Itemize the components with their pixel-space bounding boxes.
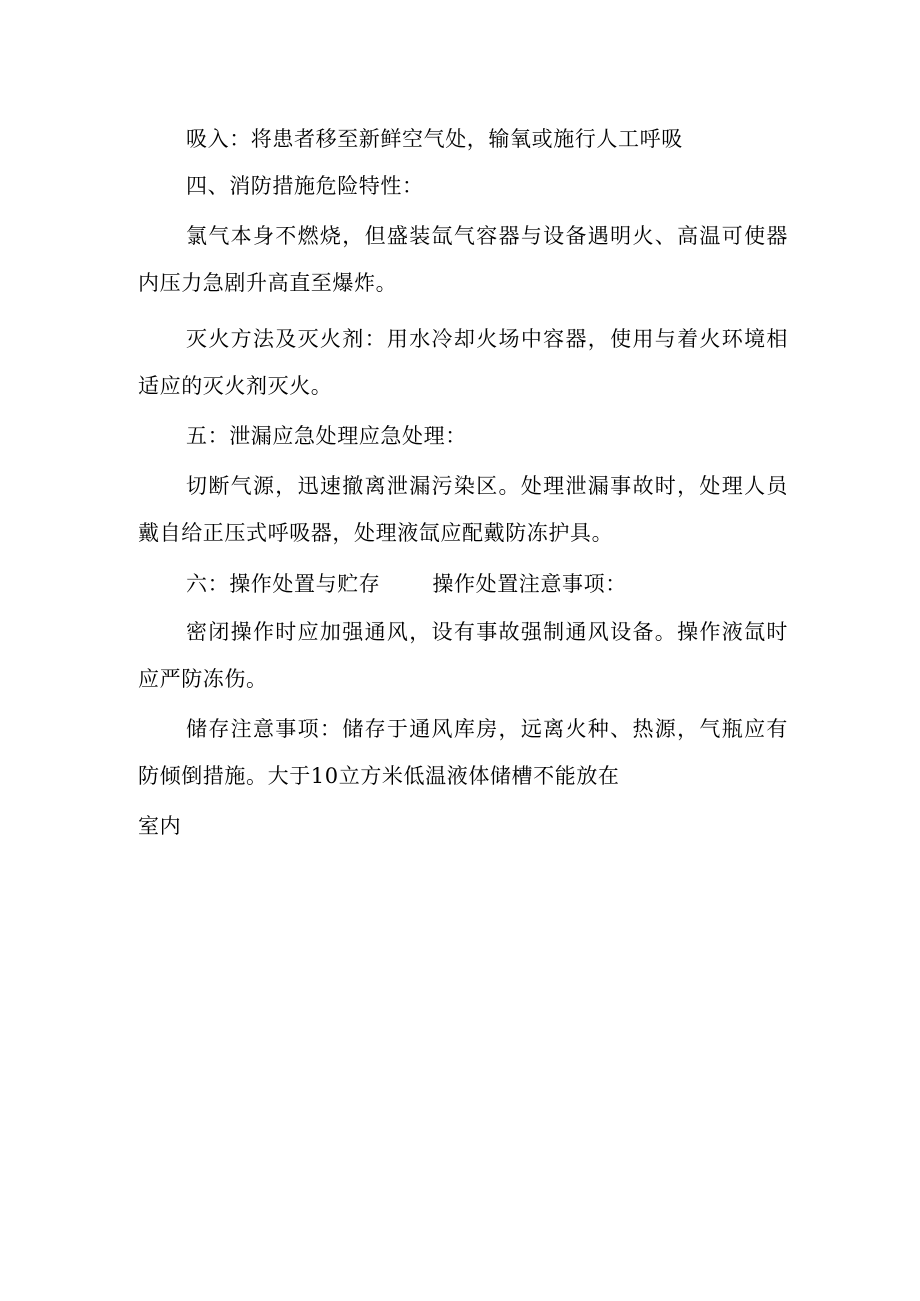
section6-subtitle: 操作处置注意事项： xyxy=(432,572,627,596)
paragraph-extinguishing: 灭火方法及灭火剂：用水冷却火场中容器，使用与着火环境相适应的灭火剂灭火。 xyxy=(138,327,788,398)
paragraph-fire-hazard: 氯气本身不燃烧，但盛装氙气容器与设备遇明火、高温可使器内压力急剧升高直至爆炸。 xyxy=(138,224,788,295)
section6-title: 六：操作处置与贮存 xyxy=(186,572,381,596)
heading-fire-measures: 四、消防措施危险特性： xyxy=(186,174,424,198)
paragraph-trailing: 室内 xyxy=(138,814,182,838)
heading-leak-response: 五：泄漏应急处理应急处理： xyxy=(186,424,467,448)
paragraph-inhalation: 吸入：将患者移至新鲜空气处，输氧或施行人工呼吸 xyxy=(186,127,683,151)
paragraph-leak-handling: 切断气源，迅速撤离泄漏污染区。处理泄漏事故时，处理人员戴自给正压式呼吸器，处理液氙应配戴防冻护具。 xyxy=(138,474,788,545)
paragraph-handling-notes: 密闭操作时应加强通风，设有事故强制通风设备。操作液氙时应严防冻伤。 xyxy=(138,620,788,691)
paragraph-storage-notes: 储存注意事项：储存于通风库房，远离火种、热源，气瓶应有防倾倒措施。大于10立方米低温液体储槽不能放在 xyxy=(138,717,788,788)
heading-handling-storage xyxy=(138,561,788,608)
